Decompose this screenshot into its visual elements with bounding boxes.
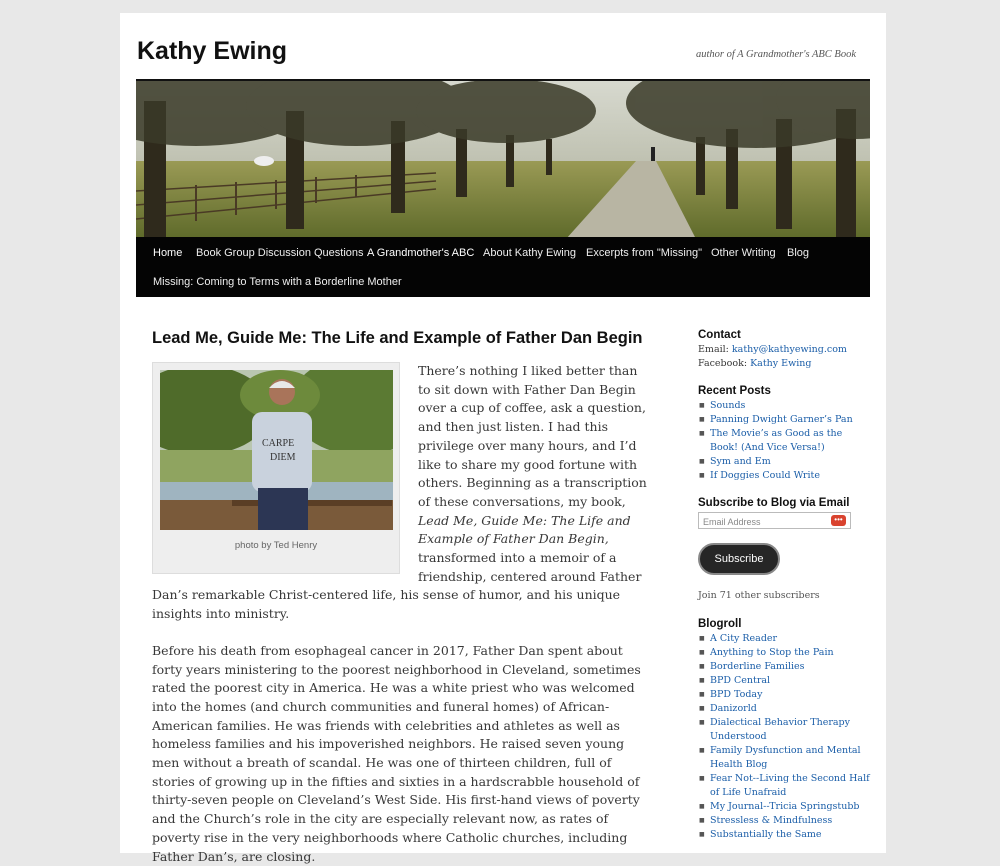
list-item — [698, 772, 870, 800]
subscribe-widget — [698, 496, 870, 603]
recent-post-link[interactable]: Sounds — [710, 400, 746, 411]
nav-item-other-writing[interactable]: Other Writing — [711, 247, 776, 259]
blogroll-link[interactable]: Stressless & Mindfulness — [710, 815, 833, 826]
header-image[interactable] — [136, 79, 870, 237]
nav-item-about[interactable]: About Kathy Ewing — [483, 247, 576, 259]
list-item — [698, 688, 870, 702]
sidebar — [698, 328, 870, 855]
blogroll-link[interactable]: Anything to Stop the Pain — [710, 647, 834, 658]
p1-text-b: transformed into a memoir of a friendship, centered around Father Dan’s remarkable Christ-centered life, his sense of humor, and his unique insights into ministry. — [152, 550, 642, 622]
list-item — [698, 744, 870, 772]
blogroll-widget — [698, 617, 870, 842]
list-item — [698, 800, 870, 814]
recent-post-link[interactable]: The Movie’s as Good as the Book! (And Vice Versa!) — [710, 428, 843, 453]
blogroll-link[interactable]: Danizorld — [710, 703, 757, 714]
recent-post-link[interactable]: Panning Dwight Garner’s Pan — [710, 414, 853, 425]
father-dan-photo[interactable] — [160, 370, 393, 530]
subscribe-title: Subscribe to Blog via Email — [698, 497, 850, 509]
subscribe-button[interactable]: Subscribe — [698, 543, 780, 575]
nav-item-excerpts[interactable]: Excerpts from "Missing" — [586, 247, 702, 259]
book-title: Lead Me, Guide Me: The Life and Example of Father Dan Begin, — [418, 512, 631, 547]
list-item — [698, 469, 870, 483]
site-header — [120, 13, 886, 79]
blogroll-link[interactable]: Substantially the Same — [710, 829, 822, 840]
list-item — [698, 646, 870, 660]
facebook-link[interactable]: Kathy Ewing — [750, 358, 812, 369]
list-item — [698, 632, 870, 646]
figure-caption: photo by Ted Henry — [234, 540, 318, 551]
recent-posts-widget — [698, 384, 870, 483]
main-navigation — [136, 237, 870, 297]
shirt-text-carpe: CARPE — [262, 438, 295, 449]
page — [120, 13, 886, 864]
post — [152, 329, 652, 866]
contact-title: Contact — [698, 329, 741, 341]
post-body — [152, 362, 652, 866]
list-item — [698, 814, 870, 828]
blogroll-link[interactable]: Dialectical Behavior Therapy Understood — [710, 717, 850, 742]
email-input[interactable] — [698, 512, 851, 529]
blogroll-link[interactable]: Fear Not--Living the Second Half of Life Unafraid — [710, 773, 870, 798]
blogroll-list — [698, 632, 870, 842]
list-item — [698, 399, 870, 413]
blogroll-link[interactable]: Family Dysfunction and Mental Health Blog — [710, 745, 861, 770]
blogroll-link[interactable]: A City Reader — [710, 633, 778, 644]
list-item — [698, 413, 870, 427]
list-item — [698, 702, 870, 716]
facebook-label: Facebook: — [698, 358, 748, 369]
email-link[interactable]: kathy@kathyewing.com — [731, 344, 847, 355]
recent-posts-title: Recent Posts — [698, 385, 771, 397]
list-item — [698, 716, 870, 744]
blogroll-link[interactable]: Borderline Families — [710, 661, 805, 672]
nav-item-blog[interactable]: Blog — [787, 247, 810, 259]
blogroll-link[interactable]: BPD Central — [710, 675, 771, 686]
post-paragraph-2: Before his death from esophageal cancer in 2017, Father Dan spent about forty years ministering to the poorest neighborhood in Cleveland, sometimes rated the poorest city in America. He was a white priest who was welcomed into the homes (and church communities and funeral homes) of African-American families. He was friends with celebrities and athletes as well as homeless families and his impoverished neighbors. He raised seven young men without a breath of scandal. He was one of thirteen children, full of stories of growing up in the fifties and sixties in a hardscrabble household of thirty-seven people on Cleveland’s West Side. His first-hand views of poverty and the Church’s role in the city are especially relevant now, as rates of poverty rise in the very neighborhoods where Catholic churches, including Father Dan’s, are closing. — [152, 642, 641, 864]
autofill-dots-icon[interactable]: ••• — [831, 515, 846, 526]
header-image-graphic — [136, 81, 870, 237]
recent-posts-list — [698, 399, 870, 483]
site-title[interactable]: Kathy Ewing — [137, 37, 288, 65]
contact-widget — [698, 328, 870, 371]
list-item — [698, 828, 870, 842]
post-figure — [152, 362, 400, 574]
subscriber-count: Join 71 other subscribers — [698, 590, 820, 601]
post-title[interactable]: Lead Me, Guide Me: The Life and Example of Father Dan Begin — [152, 329, 643, 347]
nav-item-grandmothers-abc[interactable]: A Grandmother's ABC — [367, 247, 475, 259]
blogroll-link[interactable]: BPD Today — [710, 689, 763, 700]
photo-graphic — [160, 370, 393, 530]
blogroll-link[interactable]: My Journal--Tricia Springstubb — [710, 801, 860, 812]
nav-item-missing[interactable]: Missing: Coming to Terms with a Borderline Mother — [153, 276, 402, 288]
contact-email-line — [698, 343, 870, 357]
nav-item-home[interactable]: Home — [153, 247, 183, 259]
recent-post-link[interactable]: If Doggies Could Write — [710, 470, 820, 481]
list-item — [698, 660, 870, 674]
list-item — [698, 427, 870, 455]
list-item — [698, 674, 870, 688]
contact-facebook-line — [698, 357, 870, 371]
shirt-text-diem: DIEM — [270, 452, 296, 463]
p1-text-a: There’s nothing I liked better than to sit down with Father Dan Begin over a cup of coffee, ask a question, and then just listen. I had this privilege over many hours, and I’d like to share my good fortune with others. Beginning as a transcription of these conversations, my book, — [418, 363, 647, 509]
email-placeholder: Email Address — [703, 517, 761, 527]
site-description: author of A Grandmother's ABC Book — [695, 49, 856, 60]
nav-item-book-group[interactable]: Book Group Discussion Questions — [196, 247, 364, 259]
blogroll-title: Blogroll — [698, 618, 742, 630]
list-item — [698, 455, 870, 469]
email-label: Email: — [698, 344, 729, 355]
recent-post-link[interactable]: Sym and Em — [710, 456, 771, 467]
main-content — [152, 329, 652, 866]
